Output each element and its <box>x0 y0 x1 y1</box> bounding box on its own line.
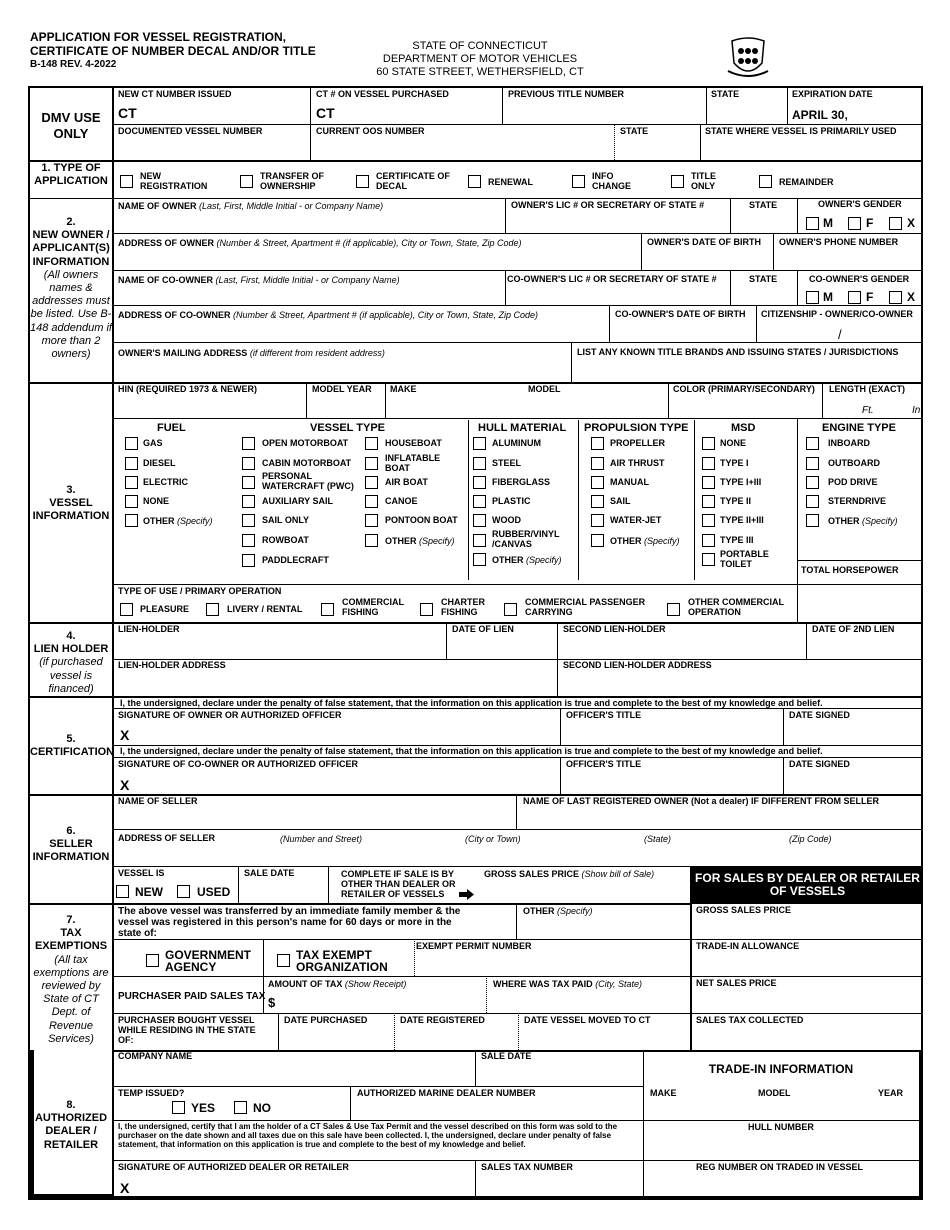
length-label: LENGTH (EXACT) <box>829 384 905 394</box>
mailing-address-label: OWNER'S MAILING ADDRESS (if different from resident address) <box>118 348 385 358</box>
prop-sail-label: SAIL <box>610 496 631 506</box>
ct-on-vessel-field[interactable]: CT <box>316 105 335 121</box>
co-owner-state-label: STATE <box>749 274 778 284</box>
fuel-none-checkbox[interactable] <box>125 495 138 508</box>
trade-in-allowance-label: TRADE-IN ALLOWANCE <box>696 941 800 951</box>
amount-of-tax-field[interactable]: $ <box>268 995 276 1010</box>
dealer-certification-text: I, the undersigned, certify that I am the holder of a CT Sales & Use Tax Permit and the vessel described on this form was sold to the purchaser on the date shown and all taxes due on this sale have been collected. I, the undersigned, declare under penalty of false statement, that information on this application is true and complete to the best of my knowledge and belief. <box>118 1122 618 1149</box>
section-8-title: 8. AUTHORIZED DEALER / RETAILER <box>34 1099 108 1151</box>
temp-no-label: NO <box>253 1101 271 1115</box>
info-change-label: INFO CHANGE <box>592 171 632 191</box>
dmv-state-label: STATE <box>711 89 740 99</box>
family-transfer-text: The above vessel was transferred by an immediate family member & the vessel was registered in this person's name for 60 days or more in the state of: <box>118 906 461 939</box>
new-registration-label: NEW REGISTRATION <box>140 171 208 191</box>
co-owner-signature-label: SIGNATURE OF CO-OWNER OR AUTHORIZED OFFICER <box>118 759 358 769</box>
arrow-right-icon <box>459 889 474 900</box>
engine-other-checkbox[interactable] <box>806 514 819 527</box>
hull-plastic-label: PLASTIC <box>492 496 531 506</box>
vessel-used-checkbox[interactable] <box>177 885 190 898</box>
dealer-sale-date-label: SALE DATE <box>481 1051 532 1061</box>
section-6-title: 6. SELLER INFORMATION <box>32 825 110 864</box>
expiration-field[interactable]: APRIL 30, <box>792 108 848 122</box>
hull-number-label: HULL NUMBER <box>748 1122 814 1132</box>
co-owner-gender-x-checkbox[interactable] <box>889 291 902 304</box>
use-commercial-passenger-label: COMMERCIAL PASSENGER CARRYING <box>525 597 646 617</box>
vt-other-label: OTHER (Specify) <box>385 536 455 546</box>
dealer-signature-label: SIGNATURE OF AUTHORIZED DEALER OR RETAILER <box>118 1162 349 1172</box>
where-tax-paid-label: WHERE WAS TAX PAID (City, State) <box>493 979 643 989</box>
seller-street-hint: (Number and Street) <box>280 834 363 844</box>
fuel-diesel-checkbox[interactable] <box>125 457 138 470</box>
use-other-commercial-checkbox[interactable] <box>667 603 680 616</box>
dealer-sales-box: FOR SALES BY DEALER OR RETAILER OF VESSELS <box>692 866 923 904</box>
trade-in-info-header: TRADE-IN INFORMATION <box>708 1062 854 1076</box>
hull-wood-label: WOOD <box>492 515 521 525</box>
msd-type3-label: TYPE III <box>720 535 754 545</box>
certificate-decal-checkbox[interactable] <box>356 175 369 188</box>
co-owner-gender-f-checkbox[interactable] <box>848 291 861 304</box>
new-registration-checkbox[interactable] <box>120 175 133 188</box>
fuel-header: FUEL <box>157 422 186 434</box>
remainder-label: REMAINDER <box>779 177 834 187</box>
engine-inboard-label: INBOARD <box>828 438 870 448</box>
msd-type1-3-checkbox[interactable] <box>702 476 715 489</box>
owner-name-label: NAME OF OWNER (Last, First, Middle Initial - or Company Name) <box>118 201 384 211</box>
engine-sterndrive-label: STERNDRIVE <box>828 496 887 506</box>
owner-state-label: STATE <box>749 200 778 210</box>
purchaser-bought-label: PURCHASER BOUGHT VESSEL WHILE RESIDING IN THE STATE OF: <box>118 1015 256 1045</box>
section-7-title: 7. TAX EXEMPTIONS (All tax exemptions are reviewed by State of CT Dept. of Revenue Services) <box>33 914 109 1045</box>
hull-rubber-label: RUBBER/VINYL /CANVAS <box>492 529 560 549</box>
hull-fiberglass-checkbox[interactable] <box>473 476 486 489</box>
vessel-is-label: VESSEL IS <box>118 868 165 878</box>
declaration-co-owner: I, the undersigned, declare under the penalty of false statement, that the information on this application is true and complete to the best of my knowledge and belief. <box>120 746 823 756</box>
renewal-checkbox[interactable] <box>468 175 481 188</box>
prop-water-jet-checkbox[interactable] <box>591 514 604 527</box>
seller-name-label: NAME OF SELLER <box>118 796 198 806</box>
government-agency-label: GOVERNMENT AGENCY <box>165 948 252 974</box>
owner-dob-label: OWNER'S DATE OF BIRTH <box>647 237 761 247</box>
new-ct-number-label: NEW CT NUMBER ISSUED <box>118 89 232 99</box>
propulsion-header: PROPULSION TYPE <box>584 422 689 434</box>
hull-plastic-checkbox[interactable] <box>473 495 486 508</box>
fuel-gas-label: GAS <box>143 438 163 448</box>
vt-houseboat-checkbox[interactable] <box>365 437 378 450</box>
owner-gender-x-label: X <box>907 216 916 230</box>
gross-sales-price-dealer-label: GROSS SALES PRICE <box>696 905 792 915</box>
use-charter-fishing-label: CHARTER FISHING <box>441 597 485 617</box>
vt-rowboat-label: ROWBOAT <box>262 535 309 545</box>
ct-on-vessel-label: CT # ON VESSEL PURCHASED <box>316 89 449 99</box>
fuel-electric-label: ELECTRIC <box>143 477 188 487</box>
vt-paddlecraft-label: PADDLECRAFT <box>262 555 329 565</box>
temp-yes-label: YES <box>191 1101 216 1115</box>
co-owner-gender-m-checkbox[interactable] <box>806 291 819 304</box>
vt-pwc-label: PERSONAL WATERCRAFT (PWC) <box>262 471 354 491</box>
fuel-none-label: NONE <box>143 496 170 506</box>
fuel-other-checkbox[interactable] <box>125 514 138 527</box>
length-ft-label: Ft. <box>862 405 874 416</box>
co-owner-dob-label: CO-OWNER'S DATE OF BIRTH <box>615 309 746 319</box>
section-2-title: 2. NEW OWNER / APPLICANT(S) INFORMATION (All owners names & addresses must be listed. Use B-148 addendum if more than 2 owners) <box>30 216 112 360</box>
temp-no-checkbox[interactable] <box>234 1101 247 1114</box>
dmv-use-only-label: DMV USE ONLY <box>41 110 101 141</box>
current-oos-label: CURRENT OOS NUMBER <box>316 126 425 136</box>
section-5-title: 5. CERTIFICATION <box>30 733 115 759</box>
engine-outboard-checkbox[interactable] <box>806 457 819 470</box>
info-change-checkbox[interactable] <box>572 175 585 188</box>
vt-airboat-checkbox[interactable] <box>365 476 378 489</box>
expiration-label: EXPIRATION DATE <box>792 89 873 99</box>
hull-steel-label: STEEL <box>492 458 522 468</box>
hull-fiberglass-label: FIBERGLASS <box>492 477 551 487</box>
vessel-new-label: NEW <box>135 885 163 899</box>
trade-year-label: YEAR <box>878 1088 904 1098</box>
documented-vessel-label: DOCUMENTED VESSEL NUMBER <box>118 126 263 136</box>
use-other-commercial-label: OTHER COMMERCIAL OPERATION <box>688 597 784 617</box>
amount-of-tax-label: AMOUNT OF TAX (Show Receipt) <box>268 979 407 989</box>
engine-sterndrive-checkbox[interactable] <box>806 495 819 508</box>
trade-make-label: MAKE <box>650 1088 677 1098</box>
temp-issued-label: TEMP ISSUED? <box>118 1088 185 1098</box>
declaration-owner: I, the undersigned, declare under the penalty of false statement, that the information on this application is true and complete to the best of my knowledge and belief. <box>120 698 823 708</box>
hull-wood-checkbox[interactable] <box>473 514 486 527</box>
last-registered-owner-label: NAME OF LAST REGISTERED OWNER (Not a dealer) IF DIFFERENT FROM SELLER <box>523 796 880 806</box>
total-horsepower-label: TOTAL HORSEPOWER <box>801 565 899 575</box>
model-year-label: MODEL YEAR <box>312 384 372 394</box>
vt-cabin-motorboat-label: CABIN MOTORBOAT <box>262 458 352 468</box>
seller-zip-hint: (Zip Code) <box>789 834 832 844</box>
fuel-gas-checkbox[interactable] <box>125 437 138 450</box>
officer-title-label: OFFICER'S TITLE <box>566 710 642 720</box>
owner-gender-label: OWNER'S GENDER <box>818 199 902 209</box>
vt-paddlecraft-checkbox[interactable] <box>242 554 255 567</box>
prop-air-thrust-checkbox[interactable] <box>591 457 604 470</box>
date-registered-label: DATE REGISTERED <box>400 1015 485 1025</box>
title-only-checkbox[interactable] <box>671 175 684 188</box>
lienholder-label: LIEN-HOLDER <box>118 624 180 634</box>
msd-none-checkbox[interactable] <box>702 437 715 450</box>
tax-other-label: OTHER (Specify) <box>523 906 593 916</box>
hull-other-checkbox[interactable] <box>473 553 486 566</box>
use-commercial-fishing-checkbox[interactable] <box>321 603 334 616</box>
hull-rubber-checkbox[interactable] <box>473 534 486 547</box>
msd-type2-checkbox[interactable] <box>702 495 715 508</box>
model-label: MODEL <box>528 384 561 394</box>
co-owner-gender-m-label: M <box>823 290 833 304</box>
prop-propeller-checkbox[interactable] <box>591 437 604 450</box>
prop-other-checkbox[interactable] <box>591 534 604 547</box>
vt-open-motorboat-checkbox[interactable] <box>242 437 255 450</box>
hull-steel-checkbox[interactable] <box>473 457 486 470</box>
agency-address: STATE OF CONNECTICUT DEPARTMENT OF MOTOR VEHICLES 60 STATE STREET, WETHERSFIELD, CT <box>376 40 584 78</box>
hull-aluminum-checkbox[interactable] <box>473 437 486 450</box>
tax-exempt-org-checkbox[interactable] <box>277 954 290 967</box>
hull-aluminum-label: ALUMINUM <box>492 438 541 448</box>
marine-dealer-number-label: AUTHORIZED MARINE DEALER NUMBER <box>357 1088 536 1098</box>
vt-pontoon-label: PONTOON BOAT <box>385 515 458 525</box>
prop-manual-checkbox[interactable] <box>591 476 604 489</box>
msd-type2-3-checkbox[interactable] <box>702 514 715 527</box>
co-owner-name-label: NAME OF CO-OWNER (Last, First, Middle Initial - or Company Name) <box>118 275 400 285</box>
use-charter-fishing-checkbox[interactable] <box>420 603 433 616</box>
engine-type-header: ENGINE TYPE <box>822 422 896 434</box>
msd-type1-3-label: TYPE I+III <box>720 477 762 487</box>
section-3-title: 3. VESSEL INFORMATION <box>32 484 110 523</box>
prop-air-thrust-label: AIR THRUST <box>610 458 665 468</box>
net-sales-price-label: NET SALES PRICE <box>696 978 777 988</box>
seller-state-hint: (State) <box>644 834 672 844</box>
trade-model-label: MODEL <box>758 1088 791 1098</box>
vt-canoe-label: CANOE <box>385 496 418 506</box>
sale-date-label: SALE DATE <box>244 868 295 878</box>
second-lienholder-address-label: SECOND LIEN-HOLDER ADDRESS <box>563 660 712 670</box>
color-label: COLOR (PRIMARY/SECONDARY) <box>673 384 815 394</box>
owner-gender-f-checkbox[interactable] <box>848 217 861 230</box>
msd-type1-checkbox[interactable] <box>702 457 715 470</box>
engine-outboard-label: OUTBOARD <box>828 458 880 468</box>
new-ct-number-field[interactable]: CT <box>118 105 137 121</box>
vt-other-checkbox[interactable] <box>365 534 378 547</box>
previous-title-label: PREVIOUS TITLE NUMBER <box>508 89 625 99</box>
vt-pwc-checkbox[interactable] <box>242 476 255 489</box>
msd-header: MSD <box>731 422 756 434</box>
msd-none-label: NONE <box>720 438 747 448</box>
state-primarily-used-label: STATE WHERE VESSEL IS PRIMARILY USED <box>705 126 897 136</box>
co-owner-gender-f-label: F <box>866 290 874 304</box>
form-title: APPLICATION FOR VESSEL REGISTRATION, CERTIFICATE OF NUMBER DECAL AND/OR TITLE <box>30 30 316 58</box>
gross-sales-price-label: GROSS SALES PRICE (Show bill of Sale) <box>484 869 655 879</box>
government-agency-checkbox[interactable] <box>146 954 159 967</box>
vt-cabin-motorboat-checkbox[interactable] <box>242 457 255 470</box>
owner-signature-label: SIGNATURE OF OWNER OR AUTHORIZED OFFICER <box>118 710 342 720</box>
vt-pontoon-checkbox[interactable] <box>365 514 378 527</box>
co-owner-address-label: ADDRESS OF CO-OWNER (Number & Street, Apartment # (if applicable), City or Town, State, Zip Code) <box>118 310 538 320</box>
fuel-other-label: OTHER (Specify) <box>143 516 213 526</box>
vt-open-motorboat-label: OPEN MOTORBOAT <box>262 438 349 448</box>
hull-other-label: OTHER (Specify) <box>492 555 562 565</box>
vt-inflatable-label: INFLATABLE BOAT <box>385 453 441 473</box>
seller-city-hint: (City or Town) <box>465 834 521 844</box>
vt-airboat-label: AIR BOAT <box>385 477 428 487</box>
owner-gender-x-checkbox[interactable] <box>889 217 902 230</box>
seller-address-label: ADDRESS OF SELLER <box>118 833 216 843</box>
transfer-ownership-label: TRANSFER OF OWNERSHIP <box>260 171 324 191</box>
prop-manual-label: MANUAL <box>610 477 649 487</box>
make-label: MAKE <box>390 384 417 394</box>
owner-phone-label: OWNER'S PHONE NUMBER <box>779 237 899 247</box>
co-owner-lic-label: CO-OWNER'S LIC # OR SECRETARY OF STATE # <box>507 274 717 284</box>
fuel-diesel-label: DIESEL <box>143 458 176 468</box>
vt-aux-sail-checkbox[interactable] <box>242 495 255 508</box>
msd-type2-label: TYPE II <box>720 496 752 506</box>
msd-type3-checkbox[interactable] <box>702 534 715 547</box>
owner-address-label: ADDRESS OF OWNER (Number & Street, Apartment # (if applicable), City or Town, State, Zip Code) <box>118 238 522 248</box>
sales-tax-number-label: SALES TAX NUMBER <box>481 1162 573 1172</box>
title-only-label: TITLE ONLY <box>691 171 716 191</box>
engine-pod-drive-label: POD DRIVE <box>828 477 878 487</box>
owner-gender-m-checkbox[interactable] <box>806 217 819 230</box>
date-moved-label: DATE VESSEL MOVED TO CT <box>524 1015 651 1025</box>
hull-material-header: HULL MATERIAL <box>478 422 567 434</box>
purchaser-paid-tax-label: PURCHASER PAID SALES TAX <box>118 991 266 1002</box>
citizenship-slash: / <box>838 327 842 342</box>
msd-portable-toilet-checkbox[interactable] <box>702 553 715 566</box>
vt-rowboat-checkbox[interactable] <box>242 534 255 547</box>
owner-signature-field[interactable]: X <box>120 727 130 743</box>
renewal-label: RENEWAL <box>488 177 533 187</box>
engine-inboard-checkbox[interactable] <box>806 437 819 450</box>
length-in-label: In. <box>912 405 924 416</box>
use-livery-label: LIVERY / RENTAL <box>227 604 303 614</box>
officer-title-2-label: OFFICER'S TITLE <box>566 759 642 769</box>
date-signed-label: DATE SIGNED <box>789 710 850 720</box>
co-owner-signature-field[interactable]: X <box>120 777 130 793</box>
vessel-new-checkbox[interactable] <box>116 885 129 898</box>
remainder-checkbox[interactable] <box>759 175 772 188</box>
owner-gender-m-label: M <box>823 216 833 230</box>
temp-yes-checkbox[interactable] <box>172 1101 185 1114</box>
vt-sail-only-checkbox[interactable] <box>242 514 255 527</box>
co-owner-gender-x-label: X <box>907 290 916 304</box>
msd-portable-toilet-label: PORTABLE TOILET <box>720 549 769 569</box>
citizenship-label: CITIZENSHIP - OWNER/CO-OWNER <box>761 309 913 319</box>
section-1-title: 1. TYPE OF APPLICATION <box>34 162 108 188</box>
vt-inflatable-checkbox[interactable] <box>365 457 378 470</box>
vt-canoe-checkbox[interactable] <box>365 495 378 508</box>
lienholder-address-label: LIEN-HOLDER ADDRESS <box>118 660 226 670</box>
dealer-signature-field[interactable]: X <box>120 1180 130 1196</box>
complete-if-sale-label: COMPLETE IF SALE IS BY OTHER THAN DEALER OR RETAILER OF VESSELS <box>341 869 456 899</box>
date-signed-2-label: DATE SIGNED <box>789 759 850 769</box>
dmv-state2-label: STATE <box>620 126 649 136</box>
title-brands-label: LIST ANY KNOWN TITLE BRANDS AND ISSUING STATES / JURISDICTIONS <box>577 347 899 357</box>
engine-other-label: OTHER (Specify) <box>828 516 898 526</box>
reg-number-traded-label: REG NUMBER ON TRADED IN VESSEL <box>696 1162 864 1172</box>
owner-gender-f-label: F <box>866 216 874 230</box>
ct-seal-icon <box>724 37 772 81</box>
use-pleasure-checkbox[interactable] <box>120 603 133 616</box>
prop-water-jet-label: WATER-JET <box>610 515 662 525</box>
co-owner-gender-label: CO-OWNER'S GENDER <box>809 274 910 284</box>
msd-type2-3-label: TYPE II+III <box>720 515 764 525</box>
fuel-electric-checkbox[interactable] <box>125 476 138 489</box>
second-lienholder-label: SECOND LIEN-HOLDER <box>563 624 666 634</box>
use-commercial-fishing-label: COMMERCIAL FISHING <box>342 597 404 617</box>
exempt-permit-label: EXEMPT PERMIT NUMBER <box>416 941 532 951</box>
use-livery-checkbox[interactable] <box>206 603 219 616</box>
vt-houseboat-label: HOUSEBOAT <box>385 438 442 448</box>
certificate-decal-label: CERTIFICATE OF DECAL <box>376 171 450 191</box>
engine-pod-drive-checkbox[interactable] <box>806 476 819 489</box>
prop-propeller-label: PROPELLER <box>610 438 666 448</box>
date-2nd-lien-label: DATE OF 2ND LIEN <box>812 624 895 634</box>
sales-tax-collected-label: SALES TAX COLLECTED <box>696 1015 804 1025</box>
vt-sail-only-label: SAIL ONLY <box>262 515 310 525</box>
prop-sail-checkbox[interactable] <box>591 495 604 508</box>
transfer-ownership-checkbox[interactable] <box>240 175 253 188</box>
vt-aux-sail-label: AUXILIARY SAIL <box>262 496 334 506</box>
use-pleasure-label: PLEASURE <box>140 604 190 614</box>
vessel-type-header: VESSEL TYPE <box>310 422 385 434</box>
date-of-lien-label: DATE OF LIEN <box>452 624 514 634</box>
prop-other-label: OTHER (Specify) <box>610 536 680 546</box>
section-4-title: 4. LIEN HOLDER (if purchased vessel is financed) <box>33 630 109 695</box>
vessel-used-label: USED <box>197 885 231 899</box>
use-commercial-passenger-checkbox[interactable] <box>504 603 517 616</box>
owner-lic-label: OWNER'S LIC # OR SECRETARY OF STATE # <box>511 200 705 210</box>
date-purchased-label: DATE PURCHASED <box>284 1015 368 1025</box>
type-of-use-label: TYPE OF USE / PRIMARY OPERATION <box>118 586 282 596</box>
company-name-label: COMPANY NAME <box>118 1051 193 1061</box>
msd-type1-label: TYPE I <box>720 458 749 468</box>
form-number: B-148 REV. 4-2022 <box>30 59 117 70</box>
tax-exempt-org-label: TAX EXEMPT ORGANIZATION <box>296 948 388 974</box>
hin-label: HIN (REQUIRED 1973 & NEWER) <box>118 384 258 394</box>
